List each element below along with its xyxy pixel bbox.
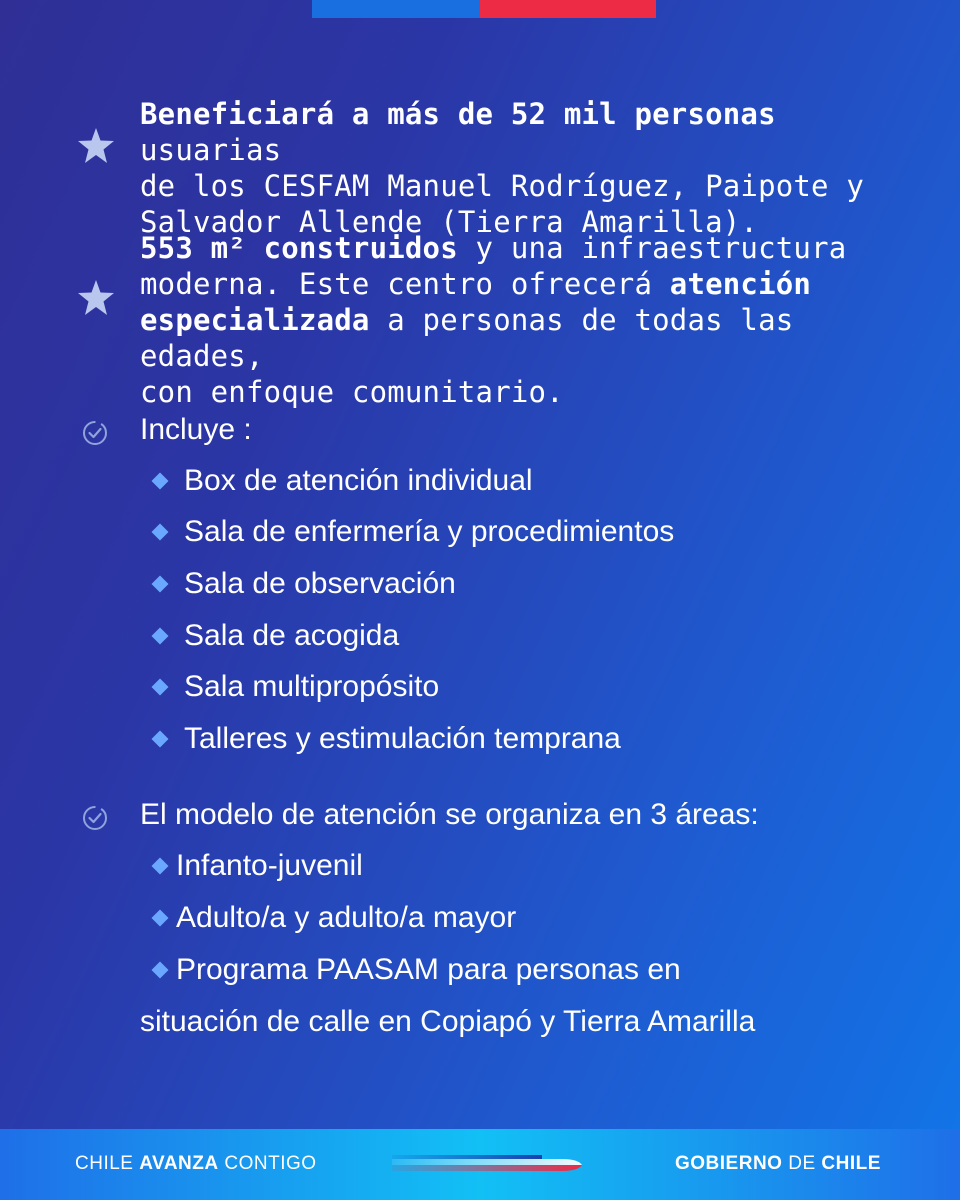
list-item: Sala multipropósito — [154, 667, 439, 707]
modelo-heading: El modelo de atención se organiza en 3 áreas: — [140, 798, 759, 831]
top-stripe-red — [480, 0, 656, 18]
diamond-bullet — [152, 858, 169, 875]
diamond-bullet — [152, 910, 169, 927]
incluye-heading: Incluye : — [140, 413, 252, 446]
list-item: Sala de acogida — [154, 616, 399, 656]
infrastructure-paragraph: 553 m² construidos y una infraestructura moderna. Este centro ofrecerá atención especializada a personas de todas las edades, con enfoque comunitario. — [140, 231, 847, 409]
footer-bar — [0, 1129, 960, 1200]
flag-stripes-emblem — [392, 1151, 584, 1179]
top-stripe-blue — [312, 0, 480, 18]
list-item: Programa PAASAM para personas en — [154, 950, 681, 990]
diamond-bullet — [152, 679, 169, 696]
star-icon — [76, 278, 116, 318]
footer-government: GOBIERNO DE CHILE — [675, 1153, 881, 1174]
beneficiaries-highlight: Beneficiará a más de 52 mil personas — [140, 97, 776, 131]
list-item: Sala de observación — [154, 564, 456, 604]
diamond-bullet — [152, 576, 169, 593]
footer-slogan: CHILE AVANZA CONTIGO — [75, 1153, 317, 1174]
diamond-bullet — [152, 731, 169, 748]
list-item-continuation: situación de calle en Copiapó y Tierra Amarilla — [140, 1005, 756, 1038]
check-circle-icon — [80, 418, 110, 448]
star-icon — [76, 126, 116, 166]
list-item: Box de atención individual — [154, 461, 533, 501]
diamond-bullet — [152, 628, 169, 645]
list-item: Talleres y estimulación temprana — [154, 719, 621, 759]
check-circle-icon — [80, 803, 110, 833]
diamond-bullet — [152, 962, 169, 979]
list-item: Infanto-juvenil — [154, 846, 363, 886]
diamond-bullet — [152, 524, 169, 541]
list-item: Adulto/a y adulto/a mayor — [154, 898, 516, 938]
beneficiaries-paragraph: Beneficiará a más de 52 mil personas usuarias de los CESFAM Manuel Rodríguez, Paipote y Salvador Allende (Tierra Amarilla). — [140, 97, 865, 239]
list-item: Sala de enfermería y procedimientos — [154, 512, 674, 552]
diamond-bullet — [152, 473, 169, 490]
